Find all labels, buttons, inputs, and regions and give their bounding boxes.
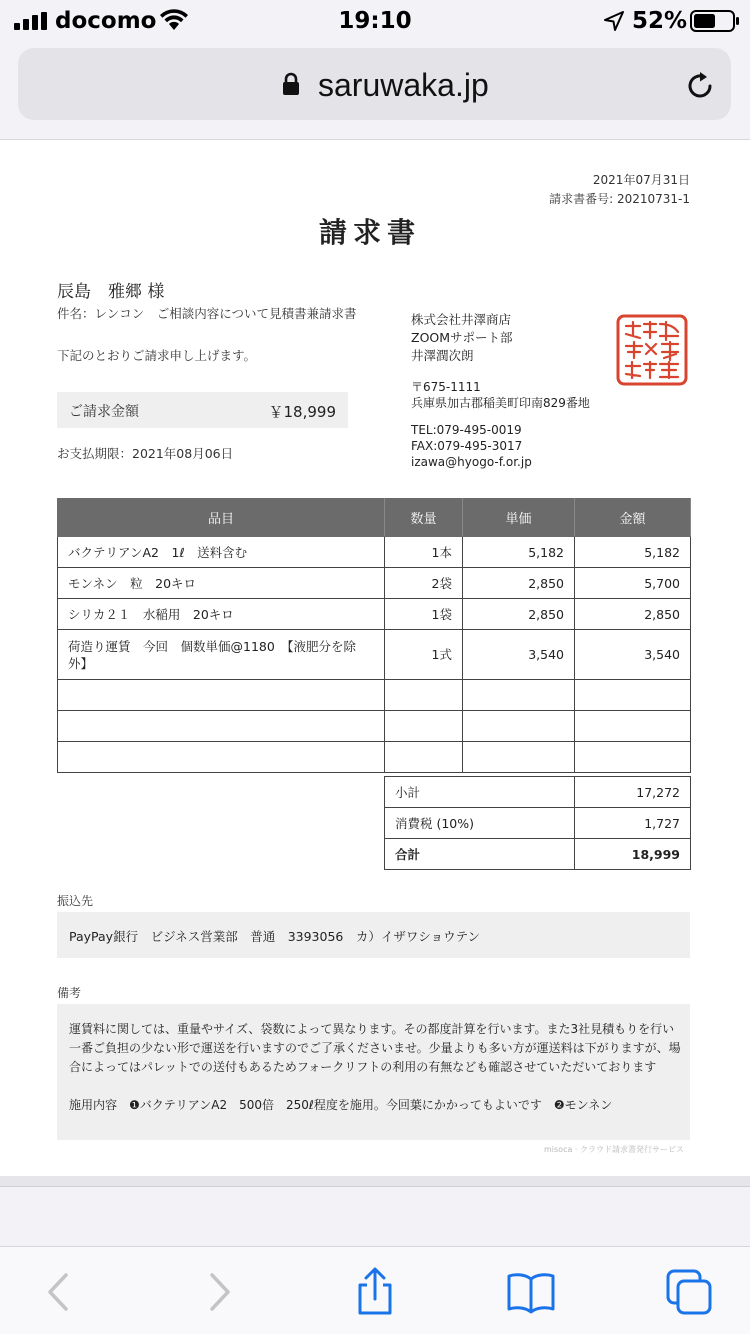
issuer-address: 兵庫県加古郡稲美町印南829番地 <box>411 396 590 410</box>
header-qty: 数量 <box>385 499 463 537</box>
issuer-contact-block <box>411 422 611 470</box>
table-row <box>58 630 691 680</box>
empty-row <box>58 742 691 773</box>
issuer-tel: TEL:079-495-0019 <box>411 423 522 437</box>
back-icon[interactable] <box>34 1267 84 1317</box>
totals-table <box>384 776 691 870</box>
invoice-title: 請求書 <box>318 216 421 249</box>
issuer-block <box>411 311 611 365</box>
header-unit-price: 単価 <box>463 499 575 537</box>
item-qty: 2袋 <box>385 568 463 599</box>
header-item: 品目 <box>58 499 385 537</box>
next-page-edge <box>0 1186 750 1246</box>
browser-toolbar <box>0 1246 750 1334</box>
clock-time: 19:10 <box>338 8 412 34</box>
browser-header <box>0 42 750 140</box>
item-amount: 3,540 <box>575 630 691 680</box>
reload-icon[interactable] <box>684 70 716 102</box>
payment-due: お支払期限：2021年08月06日 <box>57 446 234 461</box>
carrier-name: docomo <box>55 8 157 34</box>
issuer-email: izawa@hyogo-f.or.jp <box>411 455 532 469</box>
tabs-icon[interactable] <box>664 1267 714 1317</box>
url-text[interactable]: saruwaka.jp <box>318 67 489 103</box>
subtotal-label: 小計 <box>385 777 575 808</box>
table-row <box>58 537 691 568</box>
total-label: 合計 <box>385 839 575 870</box>
bank-info-box <box>57 912 690 958</box>
forward-icon[interactable] <box>194 1267 244 1317</box>
battery-icon <box>690 10 740 32</box>
tax-label: 消費税 (10%) <box>385 808 575 839</box>
company-seal-stamp <box>616 314 688 386</box>
item-amount: 2,850 <box>575 599 691 630</box>
notes-text: 運賃料に関しては、重量やサイズ、袋数によって異なります。その都度計算を行います。また3社見積もりを行い一番ご負担の少ない形で運送を行いますのでご了承くださいませ。少量よりも多い方が運送料は下がりますが、場合によってはパレットでの送付もあるためフォークリフトの利用の有無なども確認させていただいております <box>69 1022 681 1074</box>
item-price: 3,540 <box>463 630 575 680</box>
issue-date: 2021年07月31日 <box>592 173 690 187</box>
billing-amount-box <box>57 392 348 428</box>
item-amount: 5,182 <box>575 537 691 568</box>
issuer-zip: 〒675-1111 <box>411 380 481 394</box>
item-name: シリカ２１ 水稲用 20キロ <box>58 599 385 630</box>
issuer-company: 株式会社井澤商店 <box>411 312 512 327</box>
item-price: 5,182 <box>463 537 575 568</box>
item-name: バクテリアンA2 1ℓ 送料含む <box>58 537 385 568</box>
bank-section-label: 振込先 <box>57 894 94 908</box>
page-gap <box>0 1176 750 1246</box>
items-header-row <box>58 499 691 537</box>
item-name: 荷造り運賃 今回 個数単価@1180 【液肥分を除外】 <box>58 630 385 680</box>
items-table <box>57 498 691 773</box>
invoice-number: 請求書番号: 20210731-1 <box>549 192 690 206</box>
table-row <box>58 568 691 599</box>
empty-row <box>58 680 691 711</box>
item-qty: 1式 <box>385 630 463 680</box>
subtotal-row <box>385 777 691 808</box>
invoice-document <box>0 141 750 1176</box>
invoice-intro: 下記のとおりご請求申し上げます。 <box>57 348 257 363</box>
item-qty: 1本 <box>385 537 463 568</box>
subtotal-value: 17,272 <box>575 777 691 808</box>
address-bar[interactable] <box>18 48 731 120</box>
table-row <box>58 599 691 630</box>
notes-box <box>57 1004 690 1140</box>
issuer-person: 井澤潤次朗 <box>411 348 474 363</box>
usage-text: 施用内容 ❶バクテリアンA2 500倍 250ℓ程度を施用。今回葉にかかってもよいです ❷モンネン <box>69 1098 613 1112</box>
notes-section-label: 備考 <box>57 986 82 1000</box>
service-footer-mark: misoca · クラウド請求書発行サービス <box>544 1145 685 1154</box>
status-bar <box>0 0 750 42</box>
billing-amount-label: ご請求金額 <box>69 404 139 420</box>
billing-amount-value: ￥18,999 <box>268 403 336 421</box>
tax-row <box>385 808 691 839</box>
tax-value: 1,727 <box>575 808 691 839</box>
total-value: 18,999 <box>575 839 691 870</box>
total-row <box>385 839 691 870</box>
share-icon[interactable] <box>350 1267 400 1317</box>
item-qty: 1袋 <box>385 599 463 630</box>
item-price: 2,850 <box>463 568 575 599</box>
lock-icon <box>282 72 300 96</box>
item-name: モンネン 粒 20キロ <box>58 568 385 599</box>
bank-info: PayPay銀行 ビジネス営業部 普通 3393056 カ）イザワショウテン <box>69 929 480 944</box>
client-name: 辰島 雅郷 様 <box>57 282 165 302</box>
battery-percentage: 52% <box>632 8 688 34</box>
location-arrow-icon <box>604 11 624 31</box>
empty-row <box>58 711 691 742</box>
bookmarks-icon[interactable] <box>506 1267 556 1317</box>
item-amount: 5,700 <box>575 568 691 599</box>
item-price: 2,850 <box>463 599 575 630</box>
issuer-dept: ZOOMサポート部 <box>411 330 513 345</box>
issuer-fax: FAX:079-495-3017 <box>411 439 523 453</box>
header-amount: 金額 <box>575 499 691 537</box>
issuer-address-block <box>411 379 631 411</box>
invoice-subject: 件名：レンコン ご相談内容について見積書兼請求書 <box>57 306 357 321</box>
